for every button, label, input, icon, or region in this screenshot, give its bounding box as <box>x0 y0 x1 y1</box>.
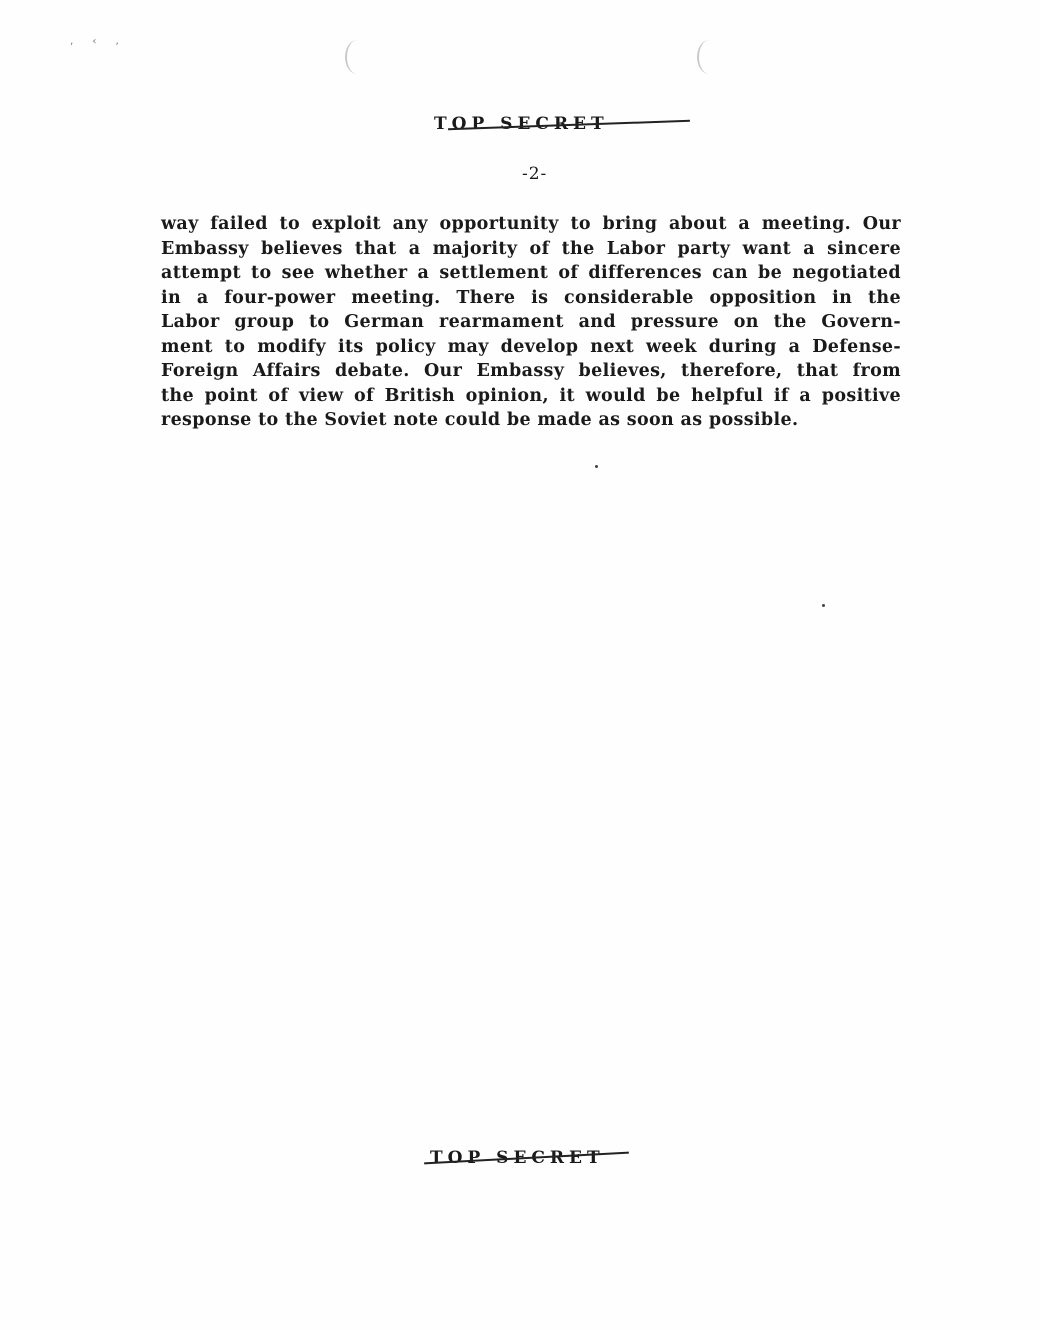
page-number: -2- <box>522 164 548 184</box>
stray-mark <box>595 465 598 468</box>
body-line: Embassy believes that a majority of the Labor party want a sincere <box>161 238 901 259</box>
body-line: Foreign Affairs debate. Our Embassy believes, therefore, that from <box>161 361 901 381</box>
bottom-classification-stamp: TOP SECRET <box>430 1148 605 1168</box>
margin-marks: ‚ ‹ ‚ <box>70 36 127 47</box>
top-classification-stamp: TOP SECRET <box>434 114 609 134</box>
body-line: attempt to see whether a settlement of differences can be negotiated <box>161 263 901 283</box>
body-line: Labor group to German rearmament and pressure on the Govern- <box>161 312 901 332</box>
punch-hole-mark-right <box>697 40 721 74</box>
body-line: response to the Soviet note could be made as soon as possible. <box>161 410 799 430</box>
body-line: the point of view of British opinion, it would be helpful if a positive <box>161 385 901 406</box>
punch-hole-mark-left <box>345 40 369 74</box>
body-line: way failed to exploit any opportunity to bring about a meeting. Our <box>161 214 901 234</box>
body-line: ment to modify its policy may develop next week during a Defense- <box>161 336 901 357</box>
stray-mark <box>822 604 825 607</box>
body-paragraph <box>161 212 901 433</box>
body-line: in a four-power meeting. There is considerable opposition in the <box>161 287 901 308</box>
